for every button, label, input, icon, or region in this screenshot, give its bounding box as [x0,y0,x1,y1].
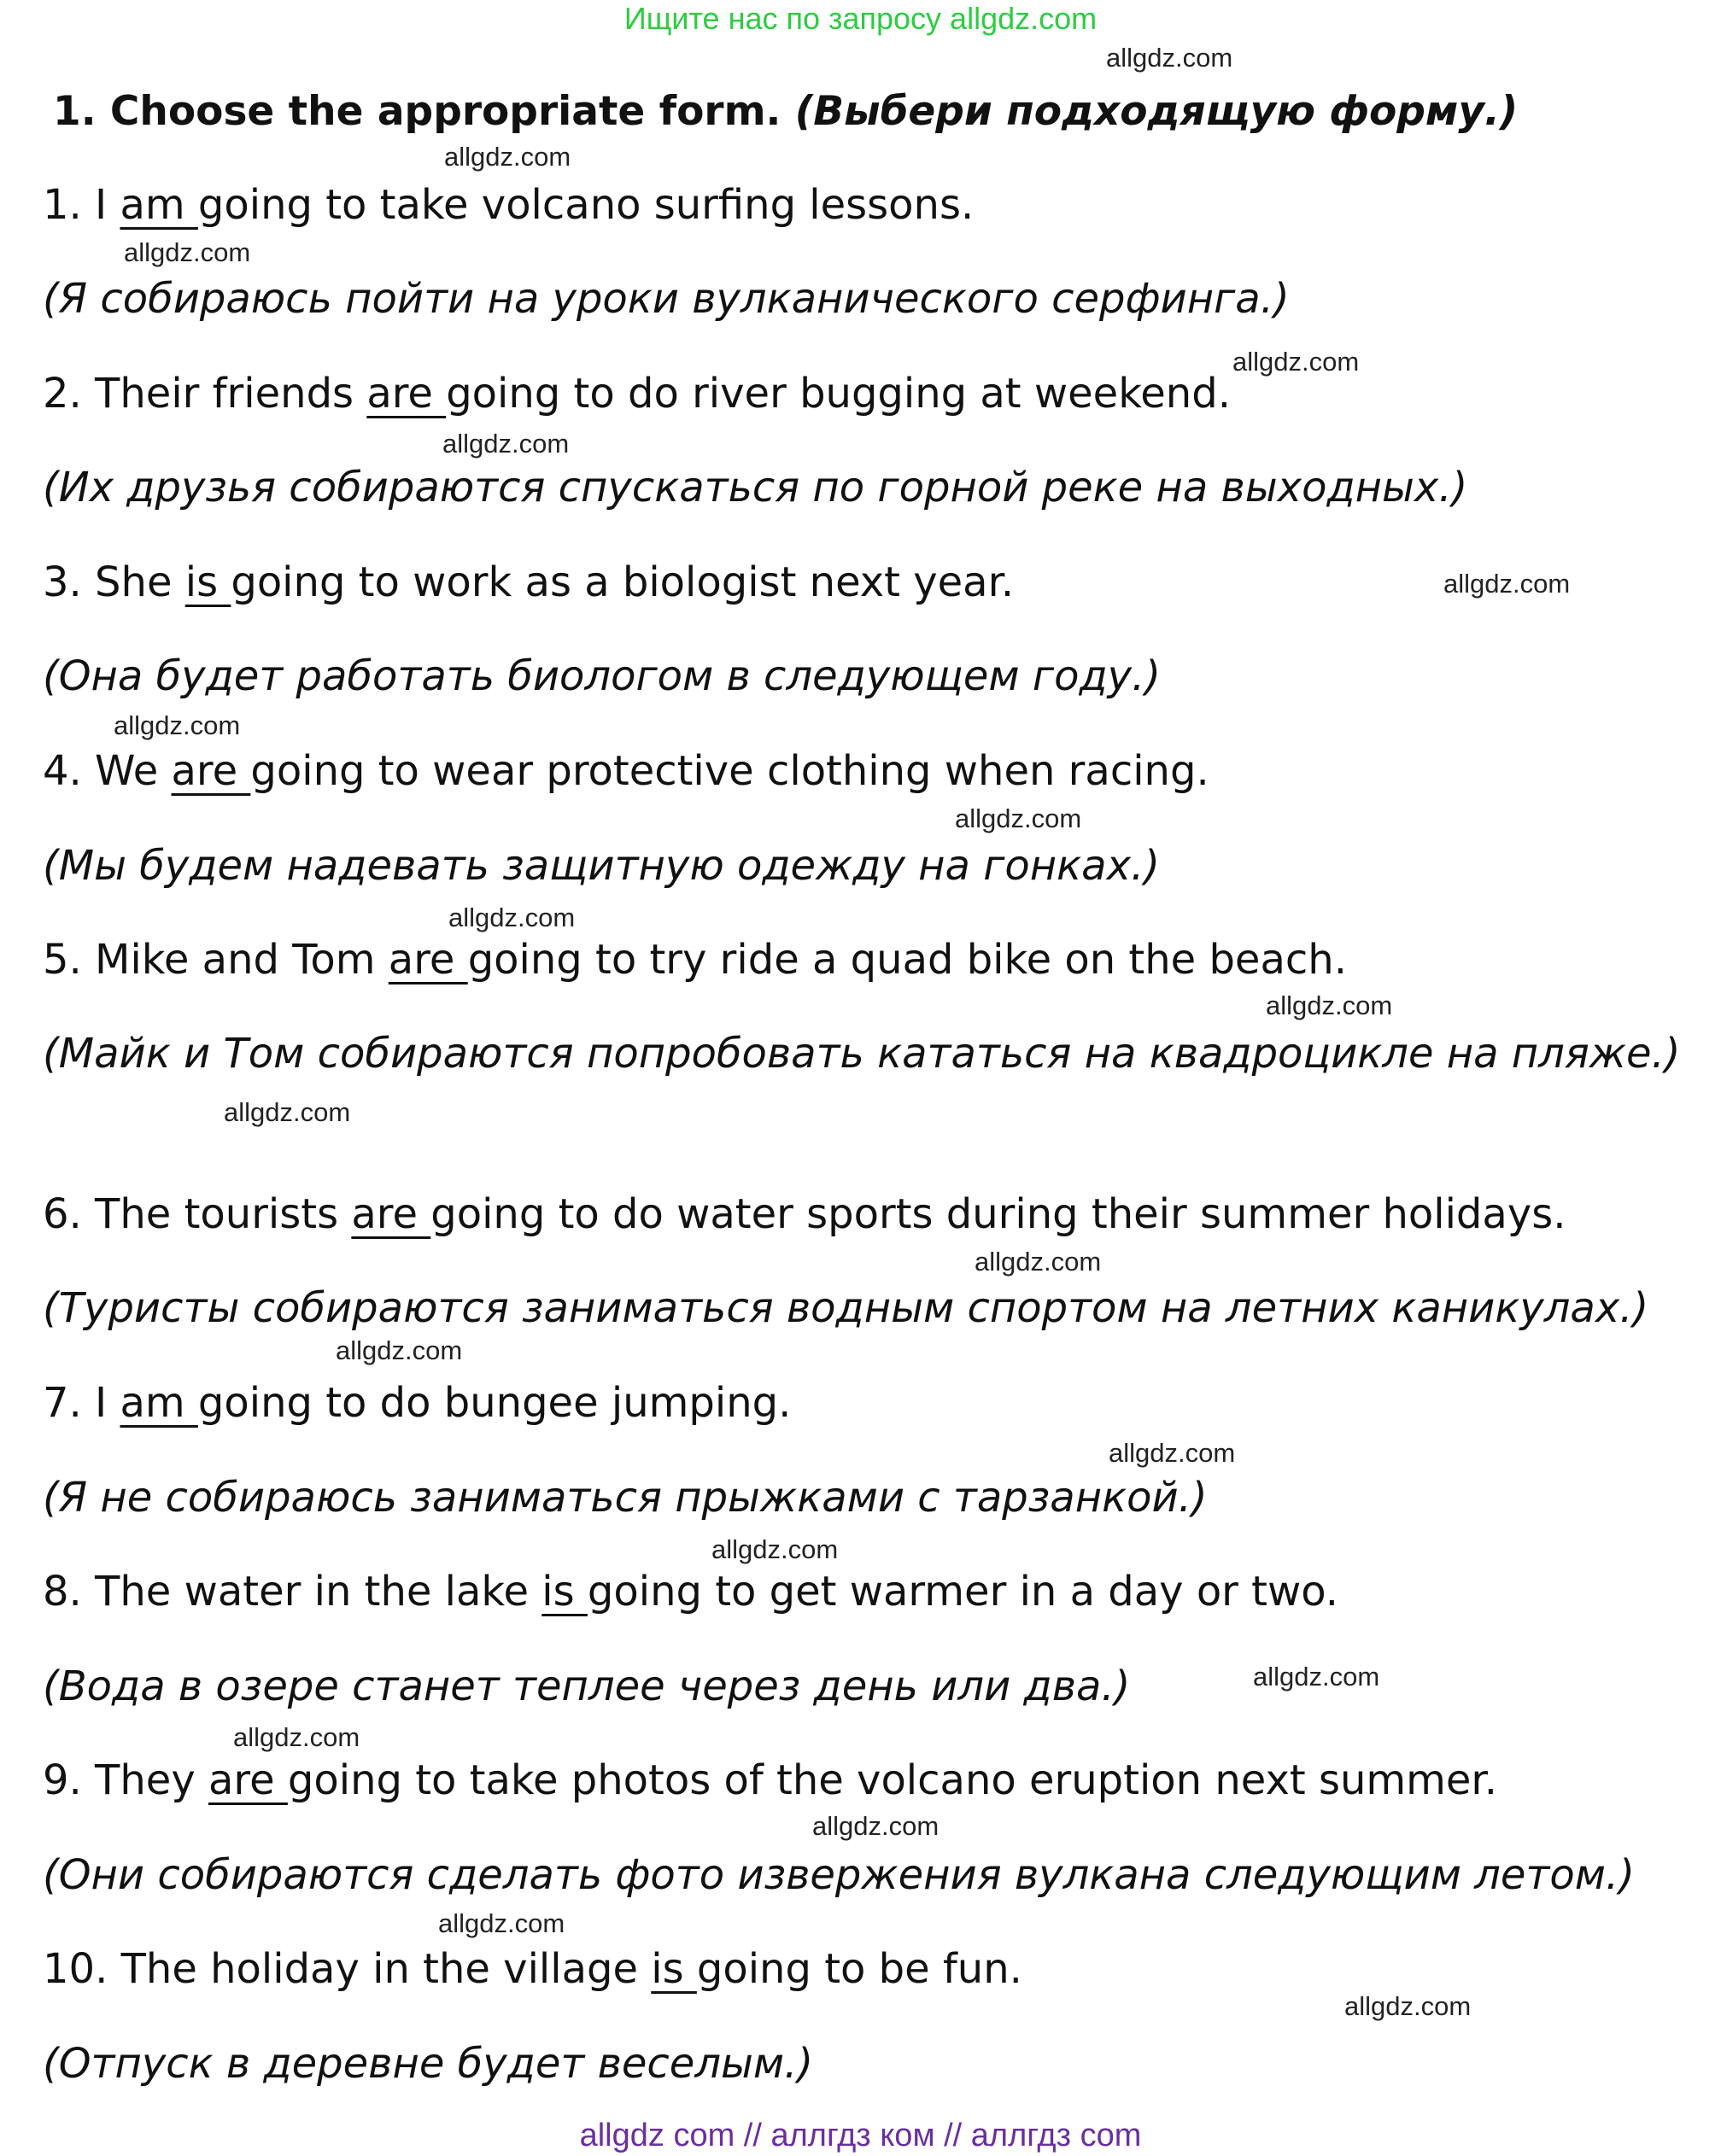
watermark: allgdz.com [224,1097,351,1127]
sentence-9: 9. They are going to take photos of the volcano eruption next summer. [43,1756,1498,1804]
sentence-1: 1. I am going to take volcano surfing lessons. [43,181,975,229]
translation-1: (Я собираюсь пойти на уроки вулканического серфинга.) [43,275,1290,323]
watermark: allgdz.com [1344,1991,1472,2021]
watermark: allgdz.com [444,142,571,172]
answer-5: are [388,936,468,984]
watermark: allgdz.com [1266,990,1393,1020]
sentence-6: 6. The tourists are going to do water sports during their summer holidays. [43,1190,1566,1238]
answer-3: is [184,558,231,606]
watermark: allgdz.com [1106,43,1233,73]
watermark: allgdz.com [955,803,1082,833]
answer-9: are [208,1756,288,1804]
translation-2: (Их друзья собираются спускаться по горной реке на выходных.) [43,464,1468,511]
translation-5: (Майк и Том собираются попробовать кататься на квадроцикле на пляже.) [43,1030,1681,1078]
sentence-5: 5. Mike and Tom are going to try ride a quad bike on the beach. [43,936,1347,984]
watermark: allgdz.com [711,1534,839,1564]
sentence-2: 2. Their friends are going to do river bugging at weekend. [43,370,1231,418]
sentence-4: 4. We are going to wear protective clothing when racing. [43,747,1209,795]
answer-4: are [171,747,251,795]
watermark: allgdz.com [1232,347,1360,377]
watermark: allgdz.com [336,1335,463,1365]
watermark: allgdz.com [448,903,576,932]
translation-7: (Я не собираюсь заниматься прыжками с тарзанкой.) [43,1474,1208,1522]
sentence-10: 10. The holiday in the village is going to be fun. [43,1945,1022,1993]
translation-8: (Вода в озере станет теплее через день или два.) [43,1662,1131,1710]
translation-4: (Мы будем надевать защитную одежду на гонках.) [43,842,1160,890]
watermark: allgdz.com [975,1247,1102,1277]
watermark: allgdz.com [1109,1438,1236,1468]
search-banner: Ищите нас по запросу allgdz.com [623,1,1098,36]
translation-6: (Туристы собираются заниматься водным спортом на летних каникулах.) [43,1284,1649,1332]
sentence-8: 8. The water in the lake is going to get warmer in a day or two. [43,1568,1339,1616]
heading-english: 1. Choose the appropriate form. [53,88,781,135]
answer-1: am [120,181,198,229]
translation-9: (Они собираются сделать фото извержения вулкана следующим летом.) [43,1851,1635,1899]
translation-10: (Отпуск в деревне будет веселым.) [43,2040,814,2088]
answer-8: is [541,1568,588,1616]
answer-6: are [351,1190,431,1238]
watermark: allgdz.com [1443,569,1571,599]
exercise-heading [53,82,1518,142]
watermark: allgdz.com [442,429,570,459]
heading-russian: (Выбери подходящую форму.) [794,88,1519,135]
translation-3: (Она будет работать биологом в следующем году.) [43,652,1162,700]
answer-10: is [651,1945,697,1993]
watermark: allgdz.com [114,710,241,740]
sentence-3: 3. She is going to work as a biologist next year. [43,558,1015,606]
answer-7: am [120,1379,198,1427]
footer-watermark: allgdz com // аллгдз ком // аллгдз com [579,2118,1142,2153]
watermark: allgdz.com [233,1722,360,1752]
answer-2: are [366,370,447,418]
watermark: allgdz.com [812,1811,940,1841]
watermark: allgdz.com [124,237,251,267]
watermark: allgdz.com [1253,1662,1380,1691]
watermark: allgdz.com [438,1908,565,1938]
sentence-7: 7. I am going to do bungee jumping. [43,1379,792,1427]
